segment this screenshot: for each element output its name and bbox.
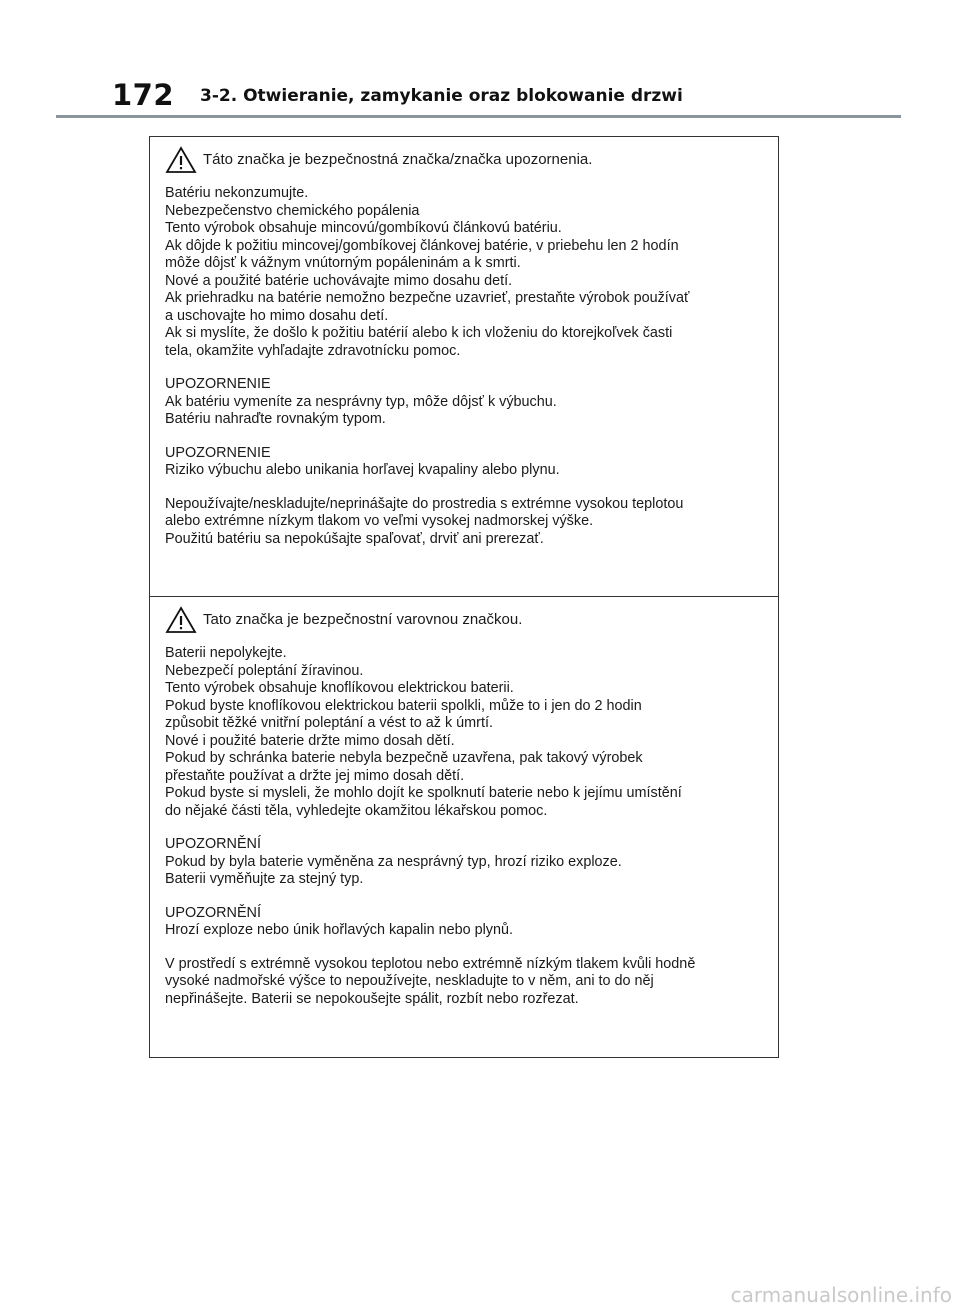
chapter-title: 3-2. Otwieranie, zamykanie oraz blokowanie drzwi bbox=[200, 86, 683, 106]
paragraph-line: Baterii nepolykejte. bbox=[165, 645, 287, 661]
warning-paragraph bbox=[165, 185, 766, 360]
header-rule bbox=[56, 115, 901, 118]
paragraph-line: Tento výrobek obsahuje knoflíkovou elektrickou baterii. bbox=[165, 680, 514, 696]
page-header bbox=[112, 78, 912, 116]
paragraph-line: způsobit těžké vnitřní poleptání a vést to až k úmrtí. bbox=[165, 715, 493, 731]
warning-paragraph bbox=[165, 445, 766, 480]
paragraph-line: Riziko výbuchu alebo unikania horľavej kvapaliny alebo plynu. bbox=[165, 462, 560, 478]
paragraph-line: Nové a použité batérie uchovávajte mimo dosahu detí. bbox=[165, 272, 513, 289]
warning-heading-text: Tato značka je bezpečnostní varovnou značkou. bbox=[203, 611, 523, 628]
paragraph-line: Nové i použité baterie držte mimo dosah dětí. bbox=[165, 732, 455, 749]
paragraph-line: Tento výrobok obsahuje mincovú/gombíkovú článkovú batériu. bbox=[165, 220, 562, 236]
warning-paragraph bbox=[165, 905, 766, 940]
paragraph-line: Nebezpečenstvo chemického popálenia bbox=[165, 202, 420, 219]
warning-box-slovak bbox=[149, 136, 779, 597]
page-number: 172 bbox=[112, 78, 175, 112]
paragraph-line: môže dôjsť k vážnym vnútorným popáleninám a k smrti. bbox=[165, 255, 521, 271]
paragraph-line: Baterii vyměňujte za stejný typ. bbox=[165, 871, 364, 887]
paragraph-line: Ak batériu vymeníte za nesprávny typ, môže dôjsť k výbuchu. bbox=[165, 393, 557, 410]
paragraph-line: Hrozí exploze nebo únik hořlavých kapalin nebo plynů. bbox=[165, 922, 513, 938]
warning-box-body bbox=[165, 185, 766, 548]
paragraph-line: Batériu nahraďte rovnakým typom. bbox=[165, 411, 386, 427]
paragraph-line: nepřinášejte. Baterii se nepokoušejte spálit, rozbít nebo rozřezat. bbox=[165, 990, 579, 1007]
paragraph-line: alebo extrémne nízkym tlakom vo veľmi vysokej nadmorskej výške. bbox=[165, 513, 594, 529]
paragraph-line: Nebezpečí poleptání žíravinou. bbox=[165, 662, 364, 679]
paragraph-line: a uschovajte ho mimo dosahu detí. bbox=[165, 307, 389, 324]
paragraph-line: UPOZORNĚNÍ bbox=[165, 904, 261, 921]
paragraph-line: UPOZORNENIE bbox=[165, 376, 271, 392]
warning-triangle-icon bbox=[165, 146, 197, 174]
warning-box-heading bbox=[165, 145, 766, 175]
warning-paragraph bbox=[165, 496, 766, 549]
warning-paragraph bbox=[165, 836, 766, 889]
paragraph-line: UPOZORNĚNÍ bbox=[165, 836, 261, 852]
paragraph-line: Pokud by schránka baterie nebyla bezpečně uzavřena, pak takový výrobek bbox=[165, 750, 643, 766]
paragraph-line: Ak priehradku na batérie nemožno bezpečne uzavrieť, prestaňte výrobok používať bbox=[165, 290, 690, 306]
paragraph-line: přestaňte používat a držte jej mimo dosah dětí. bbox=[165, 767, 465, 784]
paragraph-line: V prostředí s extrémně vysokou teplotou nebo extrémně nízkým tlakem kvůli hodně bbox=[165, 955, 696, 972]
paragraph-line: do nějaké části těla, vyhledejte okamžitou lékařskou pomoc. bbox=[165, 802, 548, 819]
warning-box-body bbox=[165, 645, 766, 1008]
paragraph-line: Ak dôjde k požitiu mincovej/gombíkovej článkovej batérie, v priebehu len 2 hodín bbox=[165, 237, 679, 254]
paragraph-line: Pokud byste knoflíkovou elektrickou baterii spolkli, může to i jen do 2 hodin bbox=[165, 697, 642, 714]
paragraph-line: Použitú batériu sa nepokúšajte spaľovať, drviť ani prerezať. bbox=[165, 530, 544, 547]
warning-box-czech bbox=[149, 596, 779, 1058]
warning-paragraph bbox=[165, 645, 766, 820]
paragraph-line: tela, okamžite vyhľadajte zdravotnícku pomoc. bbox=[165, 342, 461, 359]
paragraph-line: vysoké nadmořské výšce to nepoužívejte, neskladujte to v něm, ani to do něj bbox=[165, 973, 654, 989]
watermark-text: carmanualsonline.info bbox=[730, 1283, 952, 1307]
warning-heading-text: Táto značka je bezpečnostná značka/značka upozornenia. bbox=[203, 151, 593, 168]
paragraph-line: UPOZORNENIE bbox=[165, 444, 271, 461]
paragraph-line: Batériu nekonzumujte. bbox=[165, 185, 309, 201]
paragraph-line: Pokud by byla baterie vyměněna za nesprávný typ, hrozí riziko exploze. bbox=[165, 853, 622, 870]
paragraph-line: Ak si myslíte, že došlo k požitiu batérií alebo k ich vloženiu do ktorejkoľvek časti bbox=[165, 325, 673, 341]
paragraph-line: Nepoužívajte/neskladujte/neprinášajte do prostredia s extrémne vysokou teplotou bbox=[165, 495, 684, 512]
paragraph-line: Pokud byste si mysleli, že mohlo dojít ke spolknutí baterie nebo k jejímu umístění bbox=[165, 785, 682, 801]
warning-paragraph bbox=[165, 376, 766, 429]
warning-triangle-icon bbox=[165, 606, 197, 634]
warning-box-heading bbox=[165, 605, 766, 635]
warning-paragraph bbox=[165, 956, 766, 1009]
